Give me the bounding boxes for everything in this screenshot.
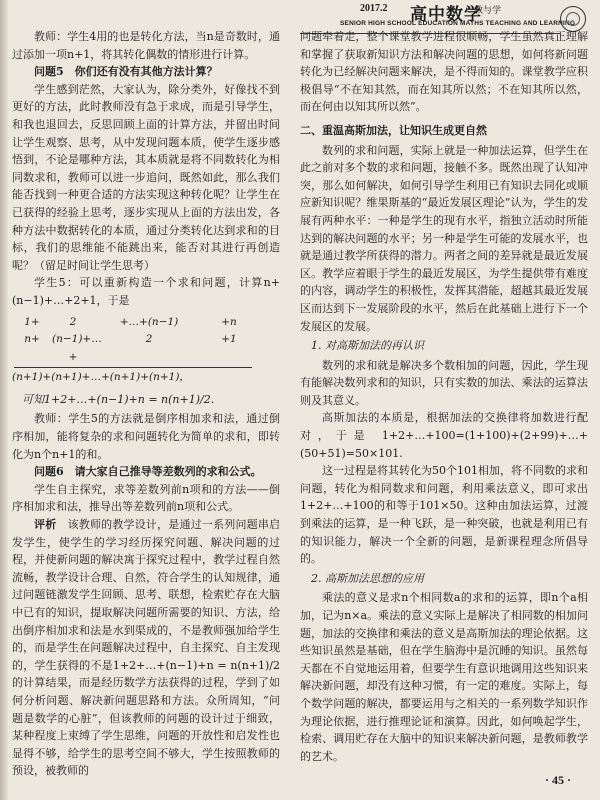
paragraph: 数列的求和问题，实际上就是一种加法运算，但学生在此之前对多个数的求和问题，接触不多。既然出现了认知冲突，那么如何解决，如何引导学生利用已有知识去同化或顺应新知识呢？维果斯基的“最近发展区理论”认为，学生的发展有两种水平：一种是学生的现有水平，指独立活动时所能达到的解决问题的水平；另一种是学生可能的发展水平，也就是通过教学所获得的潜力。两者之间的差异就是最近发展区。教学应着眼于学生的最近发展区，为学生提供带有难度的内容，调动学生的积极性，发挥其潜能，超越其最近发展区而达到下一发展阶段的水平，然后在此基础上进行下一个发展区的发展。 (300, 143, 588, 333)
paragraph: 数列的求和就是解决多个数相加的问题，因此，学生现有能解决数列求和的知识，只有实数的加法、乘法的运算法则及其意义。 (300, 358, 588, 407)
page-number: · 45 · (545, 773, 572, 787)
paragraph: 学生感到茫然，大家认为，除分类外，好像找不到更好的方法，此时教师没有急于求成，而是引导学生，和我也退回去，反思回顾上面的计算方法，并留出时间让学生观察、思考，从中发现问题本质，使学生逐步感悟到，不论是哪种方法，其本质就是将不同数转化为相同数求和，教师可以进一步追问，既然如此，那么我们能否找到一种更合适的方法实现这种转化呢？让学生在已获得的经验上思考，逐步实现从上面的方法出发，各种方法中数据转化的本质，通过分类转化达到求和的目标，我们的思维能不能跳出来，能否对其进行再创造呢？（留足时间让学生思考） (12, 82, 280, 272)
section-heading: 二、重温高斯加法，让知识生成更自然 (300, 123, 487, 137)
sum-term: 2 (69, 315, 77, 328)
journal-subtitle: 教与学 (474, 6, 502, 16)
commentary-text: 该教师的教学设计，是通过一系列问题串启发学生，使学生的学习经历探究问题、解决问题的过程，并使新问题的解决寓于探究过程中，教学过程自然流畅，教学设计合理、自然，符合学生的认知规律，通过问题链激发学生回顾、思考、联想，检索贮存在大脑中已有的知识，提取解决问题所需要的知识、方法，给出倒序相加求和法是水到渠成的，不是教师强加给学生的，而是学生在问题解决过程中，自主探究、自主发现的，学生获得的不是1+2+…+(n−1)+n = n(n+1)/2的计算结果，而是经历数学方法获得的过程，学到了如何分析问题、解决新问题思路和方法。众所周知，“问题是数学的心脏”，但该教师的问题的设计过于细致，某种程度上束缚了学生思维，问题的开放性和启发性也显得不够，给学生的思考空间不够大，学生按照教师的预设，被教师的 (12, 518, 281, 778)
journal-title: 高中数学 (410, 5, 482, 25)
paragraph: 教师：学生4用的也是转化方法，当n是奇数时，通过添加一项n+1，将其转化偶数的情形进行计算。 (12, 30, 280, 61)
sum-result-row: (n+1)+(n+1)+…+(n+1)+(n+1)， (12, 371, 190, 384)
commentary (12, 516, 280, 780)
sum-term: n+ (24, 333, 40, 346)
right-column (300, 28, 588, 765)
paragraph: 乘法的意义是求n个相同数a的求和的运算，即n个a相加，记为n×a。乘法的意义实际上是解决了相同数的相加问题，加法的交换律和乘法的意义是高斯加法的理论依据。这些知识虽然是基础，但在学生脑海中是沉睡的知识。虽然每天都在不自觉地运用着，但要学生有意识地调用这些知识来解决新问题，却没有这种习惯，有一定的难度。实际上，每个数学问题的解决，都要运用与之相关的一系列数学知识作为理论依据，进行推理论证和演算。因此，如何唤起学生，检索、调用贮存在大脑中的知识来解决新问题，是教师教学的艺术。 (300, 591, 588, 763)
sum-term: (n−1)+…+ (52, 333, 102, 363)
paragraph: 问题牵着走，整个课堂教学进程很顺畅，学生虽然真正理解和掌握了获取新知识方法和解决问题的思想，如何将新问题转化为已经解决问题来解决，是不得而知的。课堂教学应积极倡导“不在知其然，而在知其所以然；不在知其所以然，而在何由以知其所以然”。 (300, 30, 588, 114)
page-fold-shadow (0, 0, 8, 800)
sum-term: +n (221, 315, 237, 328)
paragraph: 这一过程是将其转化为50个101相加，将不同数的求和问题，转化为相同数求和问题，利用乘法意义，即可求出1+2+…+100的和等于101×50。这种由加法运算，过渡到乘法的运算，是一种飞跃，是一种突破，也就是利用已有的知识能力，解决一个全新的问题，是新课程理念所倡导的。 (300, 464, 588, 566)
commentary-label: 评析 (34, 518, 57, 532)
subsection-heading: 2. 高斯加法思想的应用 (311, 571, 424, 585)
sum-term: 2 (145, 333, 153, 346)
left-column (12, 28, 280, 780)
sum-term: +1 (221, 333, 237, 346)
reverse-sum-table (12, 314, 280, 387)
sum-line (14, 367, 252, 368)
sum-term: 1+ (24, 315, 40, 328)
issue-number: 2017.2 (360, 3, 388, 14)
sum-term: +…+(n−1) (119, 315, 179, 328)
question-5: 问题5 你们还有没有其他方法计算？ (34, 65, 218, 79)
paragraph: 学生自主探究，求等差数列前n项和的方法——倒序相加求和法，推导出等差数列前n项和公式。 (12, 482, 280, 514)
paragraph: 高斯加法的本质是，根据加法的交换律将加数进行配对，于是 1+2+…+100=(1+100)+(2+99)+…+(50+51)=50×101. (300, 411, 588, 460)
journal-english-title: SENIOR HIGH SCHOOL EDUCATION MATHS TEACHING AND LEARNING (340, 20, 576, 27)
paragraph: 学生5：可以重新构造一个求和问题，计算n+(n−1)+…+2+1，于是 (12, 276, 280, 307)
paragraph: 教师：学生5的方法就是倒序相加求和法，通过倒序相加，能将复杂的求和问题转化为简单的求和，即转化为n个n+1的和。 (12, 412, 280, 461)
sum-formula: 可知1+2+…+(n−1)+n = n(n+1)/2. (22, 392, 215, 406)
question-6: 问题6 请大家自己推导等差数列的求和公式。 (34, 465, 262, 479)
subsection-heading: 1. 对高斯加法的再认识 (311, 339, 424, 353)
